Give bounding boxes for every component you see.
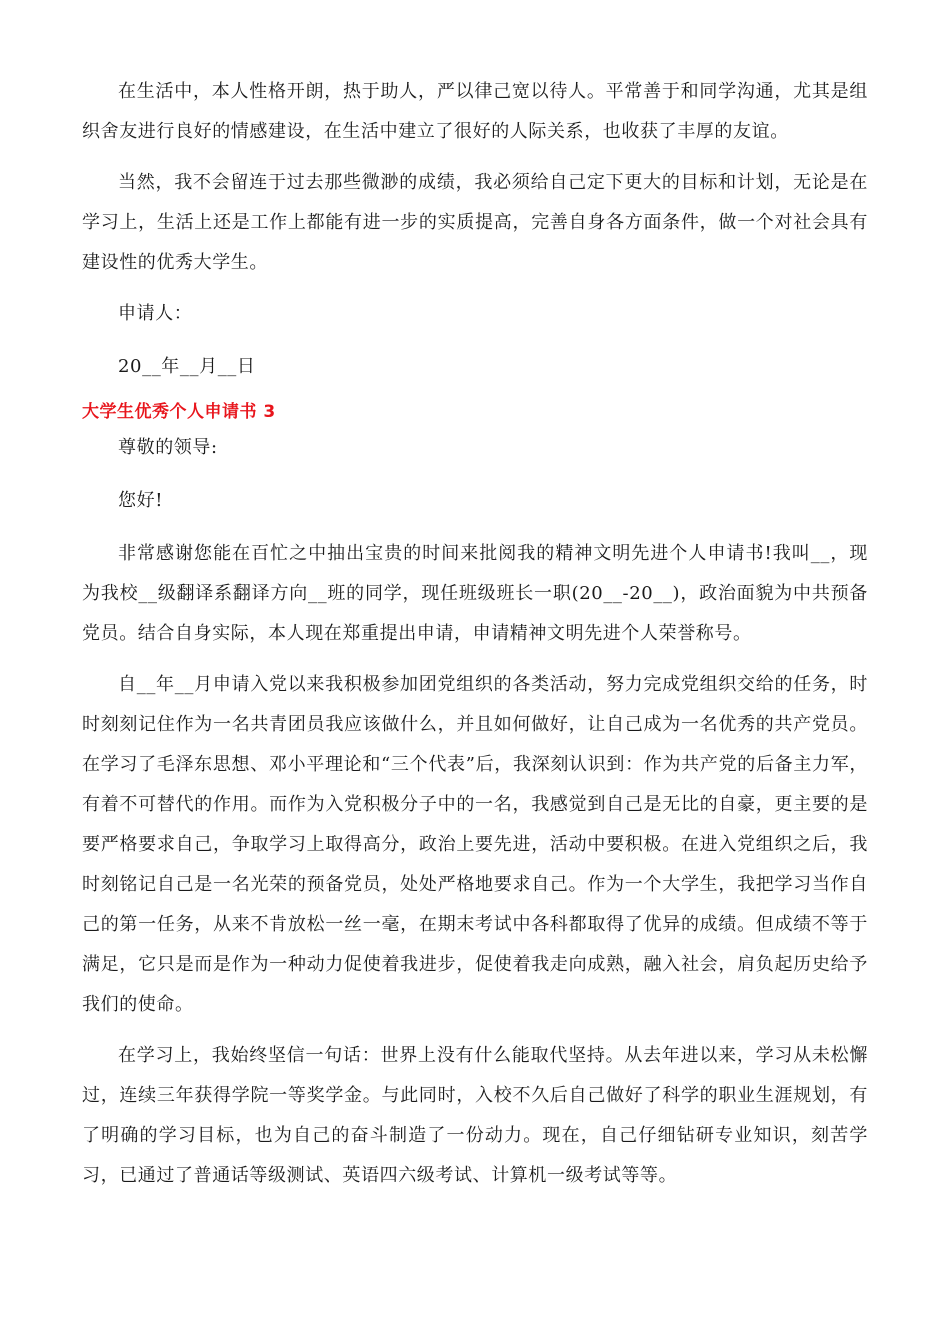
date-line: 20__年__月__日: [118, 356, 256, 377]
body-paragraph: 非常感谢您能在百忙之中抽出宝贵的时间来批阅我的精神文明先进个人申请书!我叫__，现为我校__级翻译系翻译方向__班的同学，现任班级班长一职(20__-20__)，政治面貌为中共预备党员。结合自身实际，本人现在郑重提出申请，申请精神文明先进个人荣誉称号。: [82, 543, 868, 644]
document-page: [82, 72, 868, 1207]
applicant-label: 申请人：: [118, 303, 193, 324]
greeting: 您好!: [118, 490, 164, 511]
body-paragraph: 自__年__月申请入党以来我积极参加团党组织的各类活动，努力完成党组织交给的任务，时时刻刻记住作为一名共青团员我应该做什么，并且如何做好，让自己成为一名优秀的共产党员。在学习了毛泽东思想、邓小平理论和“三个代表”后，我深刻认识到：作为共产党的后备主力军，有着不可替代的作用。而作为入党积极分子中的一名，我感觉到自己是无比的自豪，更主要的是要严格要求自己，争取学习上取得高分，政治上要先进，活动中要积极。在进入党组织之后，我时刻铭记自己是一名光荣的预备党员，处处严格地要求自己。作为一个大学生，我把学习当作自己的第一任务，从来不肯放松一丝一毫，在期末考试中各科都取得了优异的成绩。但成绩不等于满足，它只是而是作为一种动力促使着我进步，促使着我走向成熟，融入社会，肩负起历史给予我们的使命。: [82, 674, 868, 1015]
body-paragraph: 在生活中，本人性格开朗，热于助人，严以律己宽以待人。平常善于和同学沟通，尤其是组织舍友进行良好的情感建设，在生活中建立了很好的人际关系，也收获了丰厚的友谊。: [82, 81, 868, 142]
body-paragraph: 当然，我不会留连于过去那些微渺的成绩，我必须给自己定下更大的目标和计划，无论是在学习上，生活上还是工作上都能有进一步的实质提高，完善自身各方面条件，做一个对社会具有建设性的优秀大学生。: [82, 172, 868, 273]
body-paragraph: 在学习上，我始终坚信一句话：世界上没有什么能取代坚持。从去年进以来，学习从未松懈过，连续三年获得学院一等奖学金。与此同时，入校不久后自己做好了科学的职业生涯规划，有了明确的学习目标，也为自己的奋斗制造了一份动力。现在，自己仔细钻研专业知识，刻苦学习，已通过了普通话等级测试、英语四六级考试、计算机一级考试等等。: [82, 1045, 868, 1186]
section-heading: 大学生优秀个人申请书 3: [82, 402, 276, 422]
salutation: 尊敬的领导:: [118, 437, 218, 458]
